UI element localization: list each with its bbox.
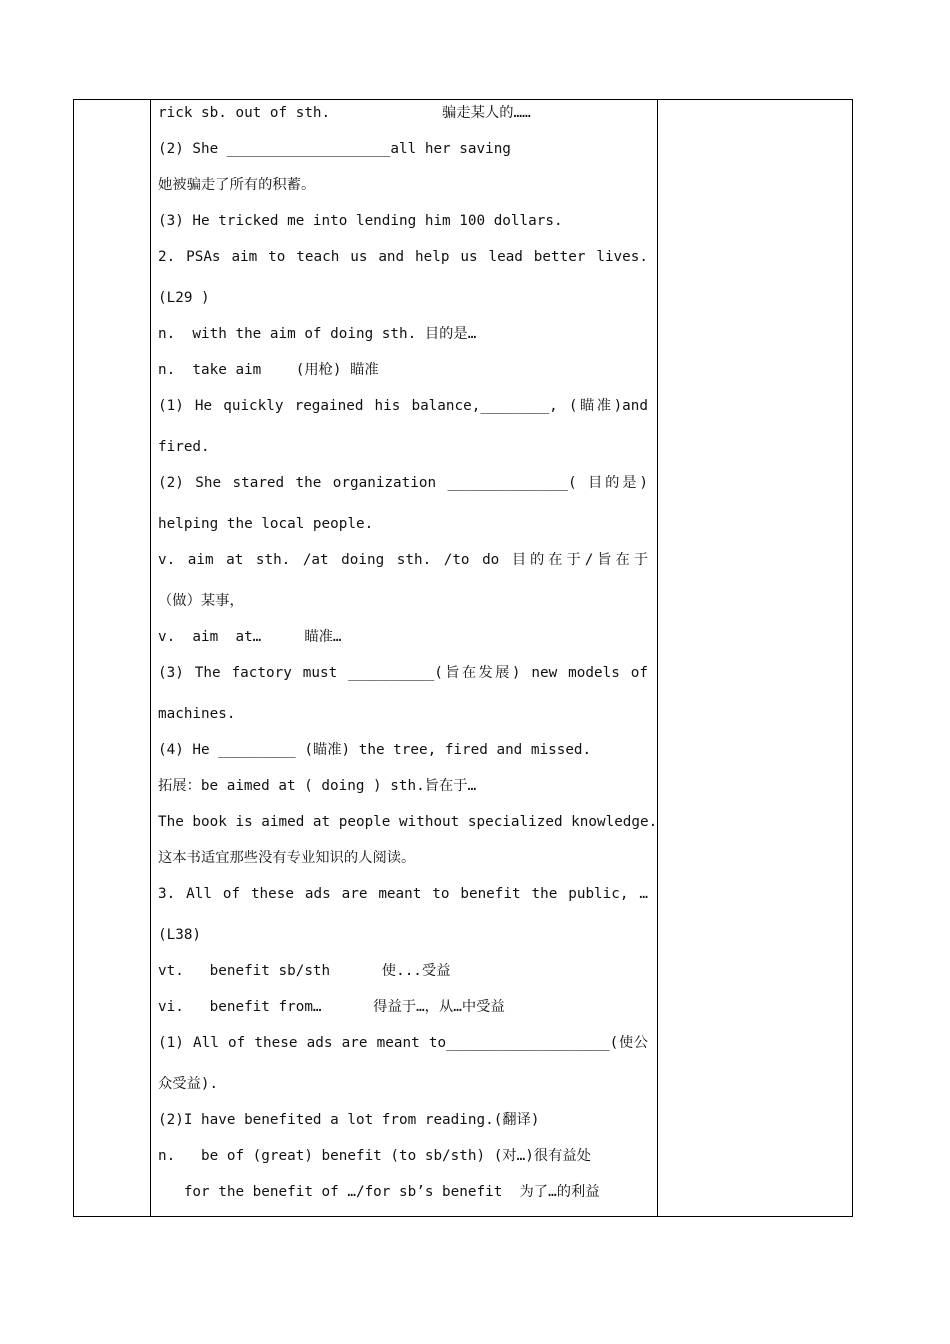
text-line: n. with the aim of doing sth. 目的是… <box>158 326 477 342</box>
text-line: (2) She ___________________all her saving <box>158 141 511 157</box>
text-line: machines. <box>158 706 236 722</box>
text-line: (3) He tricked me into lending him 100 dollars. <box>158 213 563 229</box>
text-line: (2) She stared the organization ______________( 目的是) <box>158 475 648 491</box>
text-line: for the benefit of …/for sb’s benefit 为了…的利益 <box>158 1184 600 1200</box>
text-line: 这本书适宜那些没有专业知识的人阅读。 <box>158 850 416 866</box>
text-line: v. aim at… 瞄准… <box>158 629 342 645</box>
text-line: n. be of (great) benefit (to sb/sth) (对…)很有益处 <box>158 1148 591 1164</box>
column-divider-2 <box>657 100 658 1216</box>
text-line: （做）某事， <box>158 593 244 609</box>
text-line: (3) The factory must __________(旨在发展) new models of <box>158 665 648 681</box>
text-line: helping the local people. <box>158 516 374 532</box>
text-line: (4) He _________ (瞄准) the tree, fired and missed. <box>158 742 592 758</box>
text-line: 3. All of these ads are meant to benefit the public, … <box>158 886 648 902</box>
text-line: (2)I have benefited a lot from reading.(翻译) <box>158 1112 540 1128</box>
text-line: v. aim at sth. /at doing sth. /to do 目的在于/旨在于 <box>158 552 648 568</box>
text-line: fired. <box>158 439 210 455</box>
text-line: vi. benefit from… 得益于…，从…中受益 <box>158 999 505 1015</box>
text-line: 拓展：be aimed at ( doing ) sth.旨在于… <box>158 778 477 794</box>
text-line: (L29 ) <box>158 290 210 306</box>
text-line: (L38) <box>158 927 202 943</box>
text-line: 她被骗走了所有的积蓄。 <box>158 177 316 193</box>
text-line: n. take aim (用枪) 瞄准 <box>158 362 379 378</box>
text-line: The book is aimed at people without specialized knowledge. <box>158 814 658 830</box>
text-line: (1) All of these ads are meant to___________________(使公 <box>158 1035 648 1051</box>
text-line: (1) He quickly regained his balance,________, (瞄准)and <box>158 398 648 414</box>
text-line: vt. benefit sb/sth 使...受益 <box>158 963 451 979</box>
text-line: 众受益). <box>158 1076 219 1092</box>
column-divider-1 <box>150 100 151 1216</box>
text-line: rick sb. out of sth. 骗走某人的…… <box>158 105 531 121</box>
text-line: 2. PSAs aim to teach us and help us lead better lives. <box>158 249 648 265</box>
